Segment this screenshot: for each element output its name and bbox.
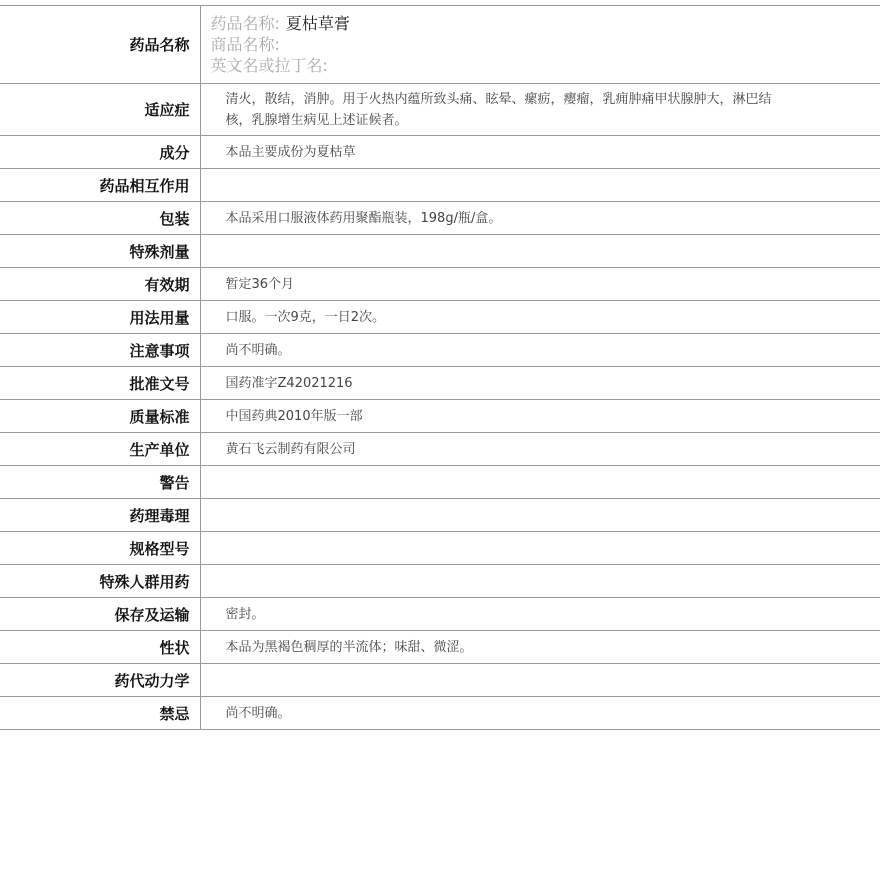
table-row (0, 169, 880, 202)
table-row (0, 565, 880, 598)
row-label: 有效期 (0, 268, 200, 301)
table-row (0, 367, 880, 400)
table-row (0, 268, 880, 301)
row-label: 保存及运输 (0, 598, 200, 631)
row-value (200, 466, 880, 499)
row-label: 警告 (0, 466, 200, 499)
table-row (0, 202, 880, 235)
table-row (0, 301, 880, 334)
row-label: 适应症 (0, 84, 200, 136)
table-row (0, 235, 880, 268)
row-value (200, 532, 880, 565)
drug-name-key: 药品名称: (211, 14, 280, 33)
table-row (0, 136, 880, 169)
trade-name-line (211, 34, 880, 55)
row-value (200, 664, 880, 697)
row-label: 特殊人群用药 (0, 565, 200, 598)
table-row (0, 532, 880, 565)
trade-name-key: 商品名称: (211, 35, 280, 54)
row-label: 药理毒理 (0, 499, 200, 532)
latin-name-key: 英文名或拉丁名: (211, 56, 328, 75)
row-value: 尚不明确。 (200, 697, 880, 730)
row-label: 质量标准 (0, 400, 200, 433)
drug-name-block (200, 6, 880, 84)
row-value: 清火，散结，消肿。用于火热内蕴所致头痛、眩晕、瘰疬，瘿瘤，乳痈肿痛甲状腺肿大，淋巴结核，乳腺增生病见上述证候者。 (200, 84, 880, 136)
row-label: 性状 (0, 631, 200, 664)
row-value (200, 169, 880, 202)
row-label: 特殊剂量 (0, 235, 200, 268)
row-value: 口服。一次9克，一日2次。 (200, 301, 880, 334)
row-label: 用法用量 (0, 301, 200, 334)
row-value (200, 565, 880, 598)
row-label: 药代动力学 (0, 664, 200, 697)
row-label: 药品名称 (0, 6, 200, 84)
row-value: 国药准字Z42021216 (200, 367, 880, 400)
table-row (0, 334, 880, 367)
row-value (200, 235, 880, 268)
drug-name-value: 夏枯草膏 (286, 14, 350, 33)
table-row (0, 664, 880, 697)
row-value: 暂定36个月 (200, 268, 880, 301)
drug-info-table (0, 5, 880, 730)
row-value: 黄石飞云制药有限公司 (200, 433, 880, 466)
row-value (200, 499, 880, 532)
table-row (0, 433, 880, 466)
row-value: 本品主要成份为夏枯草 (200, 136, 880, 169)
latin-name-line (211, 55, 880, 76)
row-label: 包装 (0, 202, 200, 235)
row-value: 本品为黑褐色稠厚的半流体；味甜、微涩。 (200, 631, 880, 664)
row-value: 本品采用口服液体药用聚酯瓶装，198g/瓶/盒。 (200, 202, 880, 235)
table-row (0, 84, 880, 136)
row-label: 药品相互作用 (0, 169, 200, 202)
row-label: 生产单位 (0, 433, 200, 466)
table-row-drug-name (0, 6, 880, 84)
row-label: 成分 (0, 136, 200, 169)
row-label: 批准文号 (0, 367, 200, 400)
row-label: 规格型号 (0, 532, 200, 565)
row-value: 密封。 (200, 598, 880, 631)
table-row (0, 697, 880, 730)
table-row (0, 631, 880, 664)
row-value: 尚不明确。 (200, 334, 880, 367)
row-label: 禁忌 (0, 697, 200, 730)
row-value: 中国药典2010年版一部 (200, 400, 880, 433)
row-label: 注意事项 (0, 334, 200, 367)
table-row (0, 598, 880, 631)
table-row (0, 466, 880, 499)
table-row (0, 400, 880, 433)
table-row (0, 499, 880, 532)
drug-name-line (211, 13, 880, 34)
